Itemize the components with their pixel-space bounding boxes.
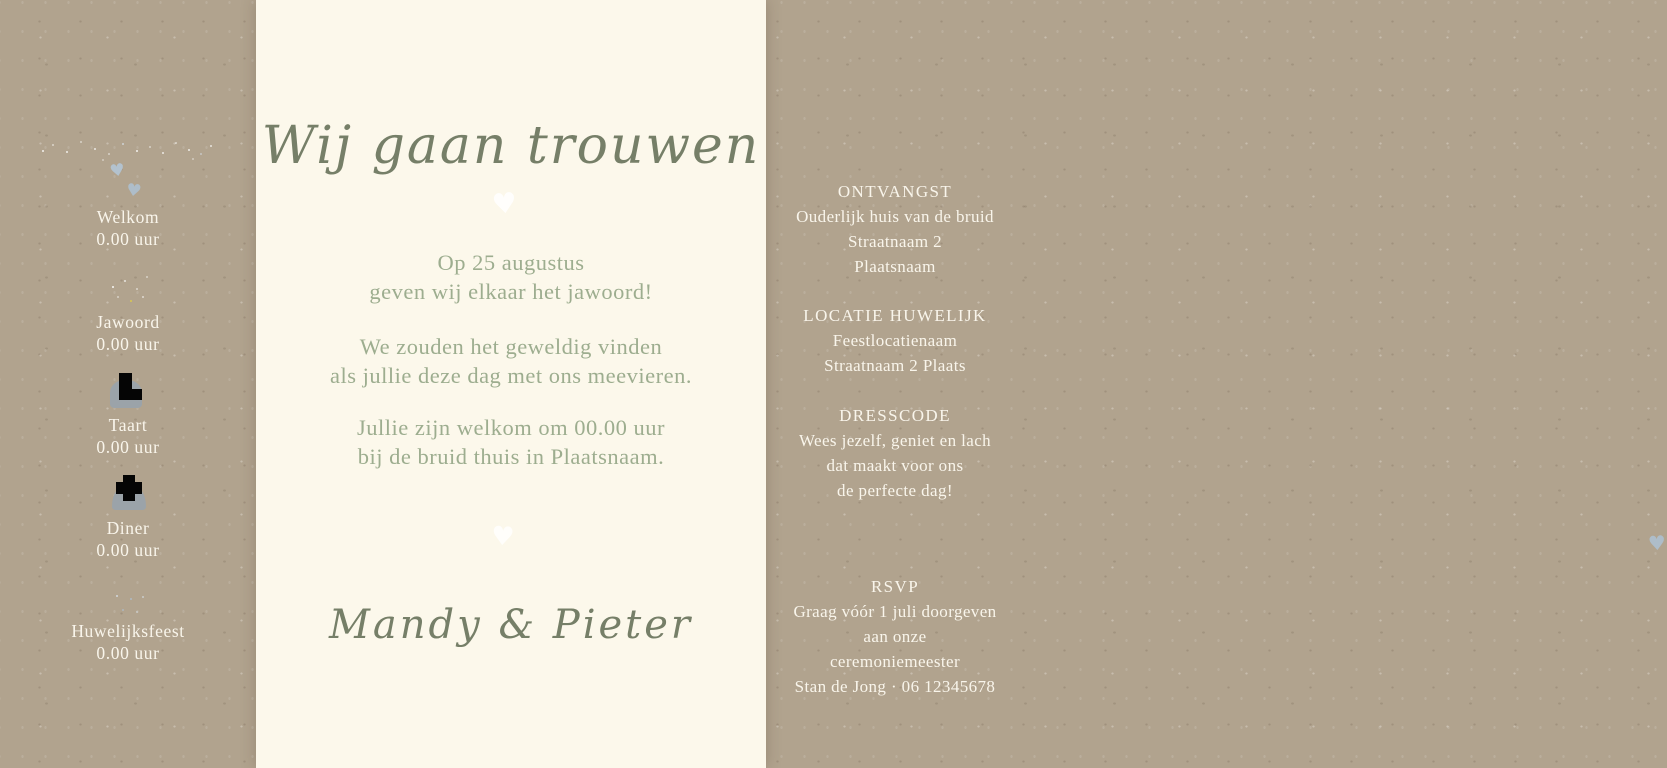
paragraph-date [256, 248, 766, 306]
timeline-time: 0.00 uur [96, 643, 160, 663]
cloche-icon [110, 475, 148, 511]
detail-line: Straatnaam 2 Plaats [824, 356, 966, 375]
detail-line: Wees jezelf, geniet en lach [798, 431, 992, 450]
timeline-label: Taart [108, 415, 148, 435]
detail-line: Graag vóór 1 juli doorgeven [793, 602, 997, 621]
heart-icon: ♥ [108, 159, 127, 183]
section-heading: DRESSCODE [839, 406, 951, 425]
paragraph-line: bij de bruid thuis in Plaatsnaam. [357, 444, 665, 469]
detail-section-rsvp [766, 574, 1024, 699]
detail-line: de perfecte dag! [837, 481, 953, 500]
section-heading: LOCATIE HUWELIJK [803, 306, 987, 325]
detail-line: dat maakt voor ons [826, 456, 964, 475]
detail-line: Plaatsnaam [854, 257, 936, 276]
timeline-label: Huwelijksfeest [71, 621, 185, 641]
timeline-label: Diner [106, 518, 150, 538]
heart-icon: ♥ [124, 180, 143, 202]
cloche-plus-shape [116, 482, 142, 494]
paragraph-line: Jullie zijn welkom om 00.00 uur [357, 415, 665, 440]
heart-icon: ♥ [490, 185, 519, 222]
cake-tier-shape [119, 389, 142, 400]
couple-names: Mandy & Pieter [328, 602, 694, 648]
timeline-column [0, 0, 256, 768]
timeline-time: 0.00 uur [96, 334, 160, 354]
detail-line: aan onze [863, 627, 927, 646]
section-heading: RSVP [870, 577, 920, 596]
details-column [766, 0, 1667, 768]
section-heading: ONTVANGST [837, 182, 953, 201]
paragraph-welcome [256, 413, 766, 471]
timeline-time: 0.00 uur [96, 229, 160, 249]
detail-line: Ouderlijk huis van de bruid [796, 207, 994, 226]
detail-line: ceremoniemeester [829, 652, 961, 671]
detail-line: Straatnaam 2 [847, 232, 943, 251]
invitation-panel [256, 0, 766, 768]
cake-icon [108, 371, 146, 408]
paragraph-line: Op 25 augustus [437, 250, 585, 275]
paragraph-wish [256, 332, 766, 390]
paragraph-line: als jullie deze dag met ons meevieren. [330, 363, 692, 388]
detail-section-ontvangst [766, 179, 1024, 279]
timeline-item-huwelijksfeest [0, 620, 256, 664]
paragraph-line: We zouden het geweldig vinden [359, 334, 663, 359]
timeline-time: 0.00 uur [96, 540, 160, 560]
heart-icon: ♥ [489, 521, 516, 553]
timeline-item-jawoord [0, 311, 256, 355]
timeline-label: Welkom [96, 207, 160, 227]
sparkles-icon [42, 150, 44, 152]
sparkles-icon [112, 286, 114, 288]
paragraph-line: geven wij elkaar het jawoord! [369, 279, 653, 304]
timeline-time: 0.00 uur [96, 437, 160, 457]
timeline-label: Jawoord [96, 312, 160, 332]
timeline-item-welkom [0, 206, 256, 250]
detail-section-dresscode [766, 403, 1024, 503]
timeline-item-taart [0, 414, 256, 458]
timeline-item-diner [0, 517, 256, 561]
sparkles-icon [116, 595, 118, 597]
detail-line: Stan de Jong · 06 12345678 [794, 677, 996, 696]
detail-section-locatie [766, 303, 1024, 378]
detail-line: Feestlocatienaam [832, 331, 958, 350]
heart-icon: ♥ [1647, 530, 1667, 556]
invitation-title: Wij gaan trouwen [261, 116, 761, 176]
